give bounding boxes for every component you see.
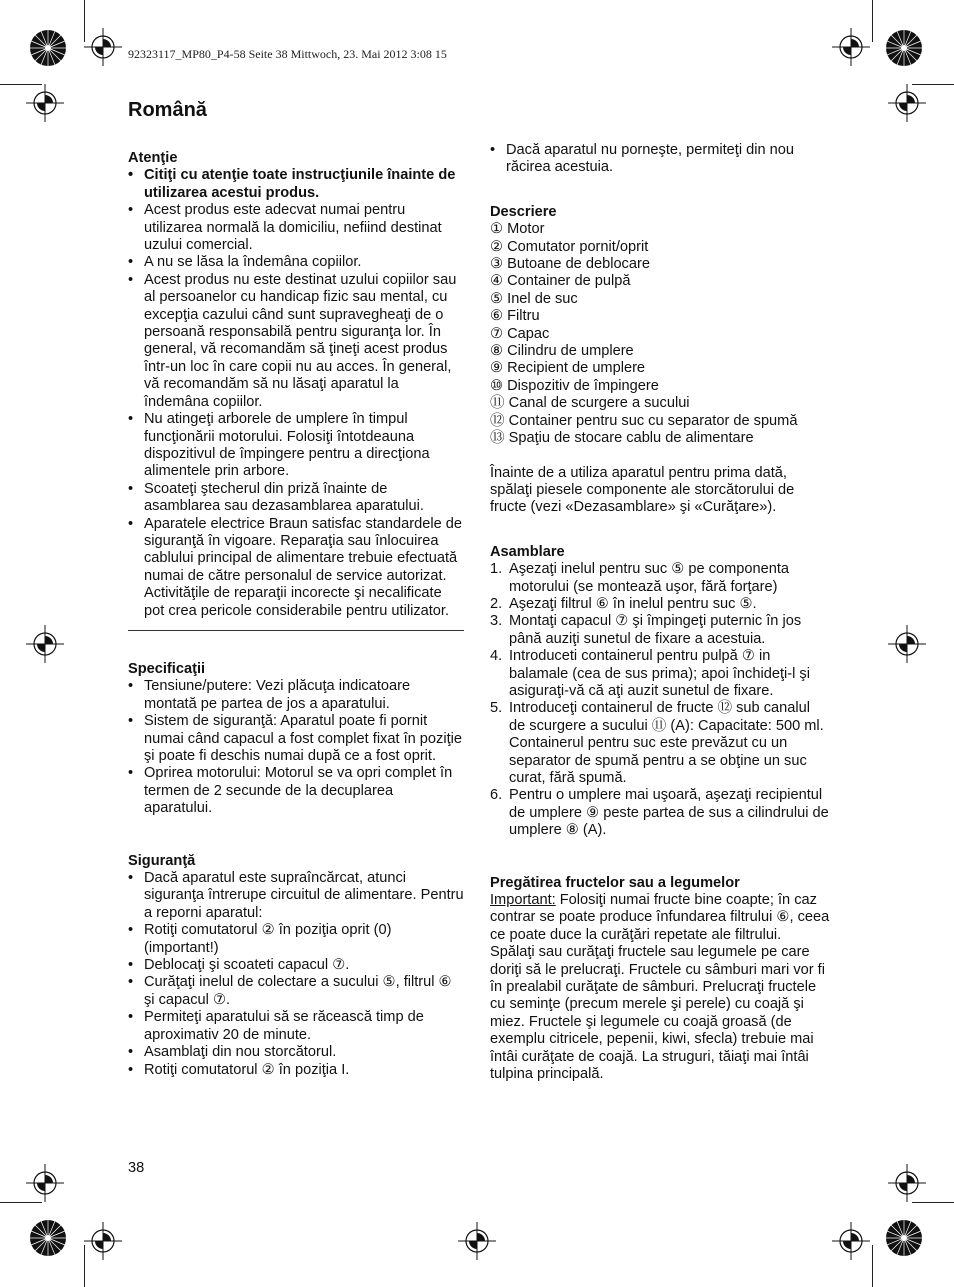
registration-mark-icon	[832, 28, 870, 66]
list-item: • Acest produs nu este destinat uzului copiilor sau al persoanelor cu handicap fizic sau mental, cu excepţia cazului când sunt supravegheaţi de o persoană responsabilă pentru siguranţa lor. În general, vă recomandăm să ţineţi acest produs într-un loc în care copii nu au acces. În general, vă recomandăm să nu lăsaţi aparatul la îndemâna copiilor.	[128, 272, 464, 411]
step-text: Pentru o umplere mai uşoară, aşezaţi recipientul de umplere ⑨ peste partea de sus a cilindrului de umplere ⑧ (A).	[509, 787, 829, 839]
print-header: 92323117_MP80_P4-58 Seite 38 Mittwoch, 23. Mai 2012 3:08 15	[128, 47, 447, 61]
list-item	[490, 613, 830, 648]
section-siguranta	[128, 853, 464, 1079]
step-number: 3.	[490, 613, 503, 630]
important-text: Folosiţi numai fructe bine coapte; în caz contrar se poate produce înfundarea filtrului ⑥, ceea ce poate duce la curăţări repetate ale filtrului.	[490, 892, 830, 943]
section-heading: Siguranţă	[128, 852, 196, 869]
step-text: Introduceţi containerul de fructe ⑫ sub canalul de scurgere a sucului ⑪ (A): Capacitate: 500 ml. Containerul pentru suc este prevăzut cu un separator de spumă pentru a se obţine un suc curat, fără spumă.	[509, 700, 824, 786]
registration-mark-icon	[832, 1222, 870, 1260]
step-text: Aşezaţi inelul pentru suc ⑤ pe componenta motorului (se montează uşor, fără forţare)	[509, 561, 789, 595]
list-item: • Permiteţi aparatului să se răcească timp de aproximativ 20 de minute.	[128, 1009, 464, 1044]
list-item: • Acest produs este adecvat numai pentru utilizarea normală la domiciliu, nefiind destinat uzului comercial.	[128, 202, 464, 254]
list-item: • Dacă aparatul este supraîncărcat, atunci siguranţa întrerupe circuitul de alimentare. Pentru a reporni aparatul:	[128, 870, 464, 922]
bullet-list	[128, 678, 464, 817]
registration-mark-icon	[26, 625, 64, 663]
page-title: Română	[128, 99, 207, 121]
section-pregatirea	[490, 875, 830, 1084]
list-item: • Dacă aparatul nu porneşte, permiteţi din nou răcirea acestuia.	[490, 142, 830, 177]
important-note	[490, 892, 830, 944]
section-divider	[128, 630, 464, 631]
bullet-list	[128, 870, 464, 1079]
list-item: • Curăţaţi inelul de colectare a sucului ⑤, filtrul ⑥ şi capacul ⑦.	[128, 974, 464, 1009]
step-text: Montaţi capacul ⑦ şi împingeţi puternic în jos până auziţi sunetul de fixare a acestuia.	[509, 613, 802, 647]
registration-mark-icon	[26, 1164, 64, 1202]
list-item: • Deblocaţi şi scoateti capacul ⑦.	[128, 957, 464, 974]
list-item	[490, 561, 830, 596]
registration-mark-icon	[888, 1164, 926, 1202]
section-specificatii	[128, 661, 464, 818]
list-item: ⑤ Inel de suc	[490, 290, 578, 307]
list-item	[490, 596, 830, 613]
list-item	[490, 787, 830, 839]
list-item: • Aparatele electrice Braun satisfac standardele de siguranţă în vigoare. Reparaţia sau înlocuirea cablului principal de alimentare trebuie efectuată numai de către personalul de service autorizat. Activităţile de reparaţii incorecte şi necalificate pot crea pericole considerabile pentru utilizator.	[128, 516, 464, 620]
list-item: ⑪ Canal de scurgere a sucului	[490, 395, 690, 412]
parts-list	[490, 221, 830, 447]
list-item: ① Motor	[490, 221, 545, 238]
bullet-list	[490, 142, 830, 177]
step-number: 2.	[490, 595, 503, 612]
list-item: ⑨ Recipient de umplere	[490, 360, 646, 377]
list-item: • Scoateţi ştecherul din priză înainte de asamblarea sau dezasamblarea aparatului.	[128, 481, 464, 516]
bullet-list	[128, 167, 464, 620]
list-item: ⑦ Capac	[490, 325, 550, 342]
registration-mark-icon	[84, 28, 122, 66]
section-heading: Asamblare	[490, 543, 565, 560]
registration-mark-icon	[888, 84, 926, 122]
list-item: ⑩ Dispozitiv de împingere	[490, 377, 659, 394]
page-number: 38	[128, 1160, 145, 1176]
radial-star-mark-icon	[885, 1219, 923, 1257]
list-item: ③ Butoane de deblocare	[490, 256, 650, 273]
list-item: ② Comutator pornit/oprit	[490, 238, 649, 255]
list-item	[490, 648, 830, 700]
list-item: ⑫ Container pentru suc cu separator de spumă	[490, 412, 798, 429]
crop-line	[872, 0, 873, 42]
step-text: Aşezaţi filtrul ⑥ în inelul pentru suc ⑤.	[509, 595, 757, 612]
list-item: • Nu atingeţi arborele de umplere în timpul funcţionării motorului. Folosiţi întotdeauna dispozitivul de împingere pentru a direcţiona alimentele prin arbore.	[128, 411, 464, 481]
step-number: 6.	[490, 787, 503, 804]
list-item	[490, 700, 830, 787]
list-item: • Citiţi cu atenţie toate instrucţiunile înainte de utilizarea acestui produs.	[128, 167, 464, 202]
list-item: ④ Container de pulpă	[490, 273, 631, 290]
step-number: 4.	[490, 648, 503, 665]
right-column	[490, 142, 830, 1084]
radial-star-mark-icon	[29, 29, 67, 67]
left-column	[128, 150, 464, 1079]
step-number: 1.	[490, 561, 503, 578]
numbered-list	[490, 561, 830, 840]
list-item: • Rotiţi comutatorul ② în poziţia I.	[128, 1062, 464, 1079]
list-item: ⑬ Spaţiu de stocare cablu de alimentare	[490, 430, 754, 447]
list-item: ⑥ Filtru	[490, 308, 540, 325]
section-descriere	[490, 204, 830, 448]
step-text: Introduceti containerul pentru pulpă ⑦ in balamale (cea de sus prima); apoi închideţi-l şi asiguraţi-vă că aţi auzit sunetul de fixare.	[509, 648, 810, 699]
section-asamblare	[490, 544, 830, 840]
section-heading: Specificaţii	[128, 660, 206, 677]
registration-mark-icon	[84, 1222, 122, 1260]
section-heading: Atenţie	[128, 150, 178, 166]
radial-star-mark-icon	[885, 29, 923, 67]
registration-mark-icon	[26, 84, 64, 122]
registration-mark-icon	[458, 1222, 496, 1260]
list-item: • Rotiţi comutatorul ② în poziţia oprit (0) (important!)	[128, 922, 464, 957]
list-item: • Oprirea motorului: Motorul se va opri complet în termen de 2 secunde de la decuplarea aparatului.	[128, 765, 464, 817]
registration-mark-icon	[888, 625, 926, 663]
list-item: ⑧ Cilindru de umplere	[490, 343, 634, 360]
section-atentie	[128, 150, 464, 631]
section-heading: Descriere	[490, 203, 557, 220]
important-label: Important:	[490, 892, 556, 909]
list-item: • Asamblaţi din nou storcătorul.	[128, 1044, 464, 1061]
list-item: • A nu se lăsa la îndemâna copiilor.	[128, 254, 464, 271]
crop-line	[872, 1245, 873, 1287]
list-item: • Sistem de siguranţă: Aparatul poate fi pornit numai când capacul a fost complet fixat în poziţie şi poate fi deschis numai după ce a fost oprit.	[128, 713, 464, 765]
radial-star-mark-icon	[29, 1219, 67, 1257]
crop-line	[0, 1202, 42, 1203]
crop-line	[912, 1202, 954, 1203]
intro-paragraph: Înainte de a utiliza aparatul pentru prima dată, spălaţi piesele componente ale storcătorului de fructe (vezi «Dezasamblare» şi «Curăţare»).	[490, 464, 795, 516]
section-heading: Pregătirea fructelor sau a legumelor	[490, 874, 740, 891]
preparation-paragraph: Spălaţi sau curăţaţi fructele sau legumele pe care doriţi să le prelucraţi. Fructele cu sâmburi mari vor fi în prealabil curăţate de sâmburi. Prelucraţi fructele cu seminţe (precum merele şi perele) cu coajă şi miez. Fructele şi legumele cu coajă groasă (de exemplu citricele, pepenii, kiwi, sfecla) trebuie mai întâi curăţate de coajă. La struguri, tăiaţi mai întâi tulpina principală.	[490, 944, 825, 1083]
list-item: • Tensiune/putere: Vezi plăcuţa indicatoare montată pe partea de jos a aparatului.	[128, 678, 464, 713]
step-number: 5.	[490, 700, 503, 717]
